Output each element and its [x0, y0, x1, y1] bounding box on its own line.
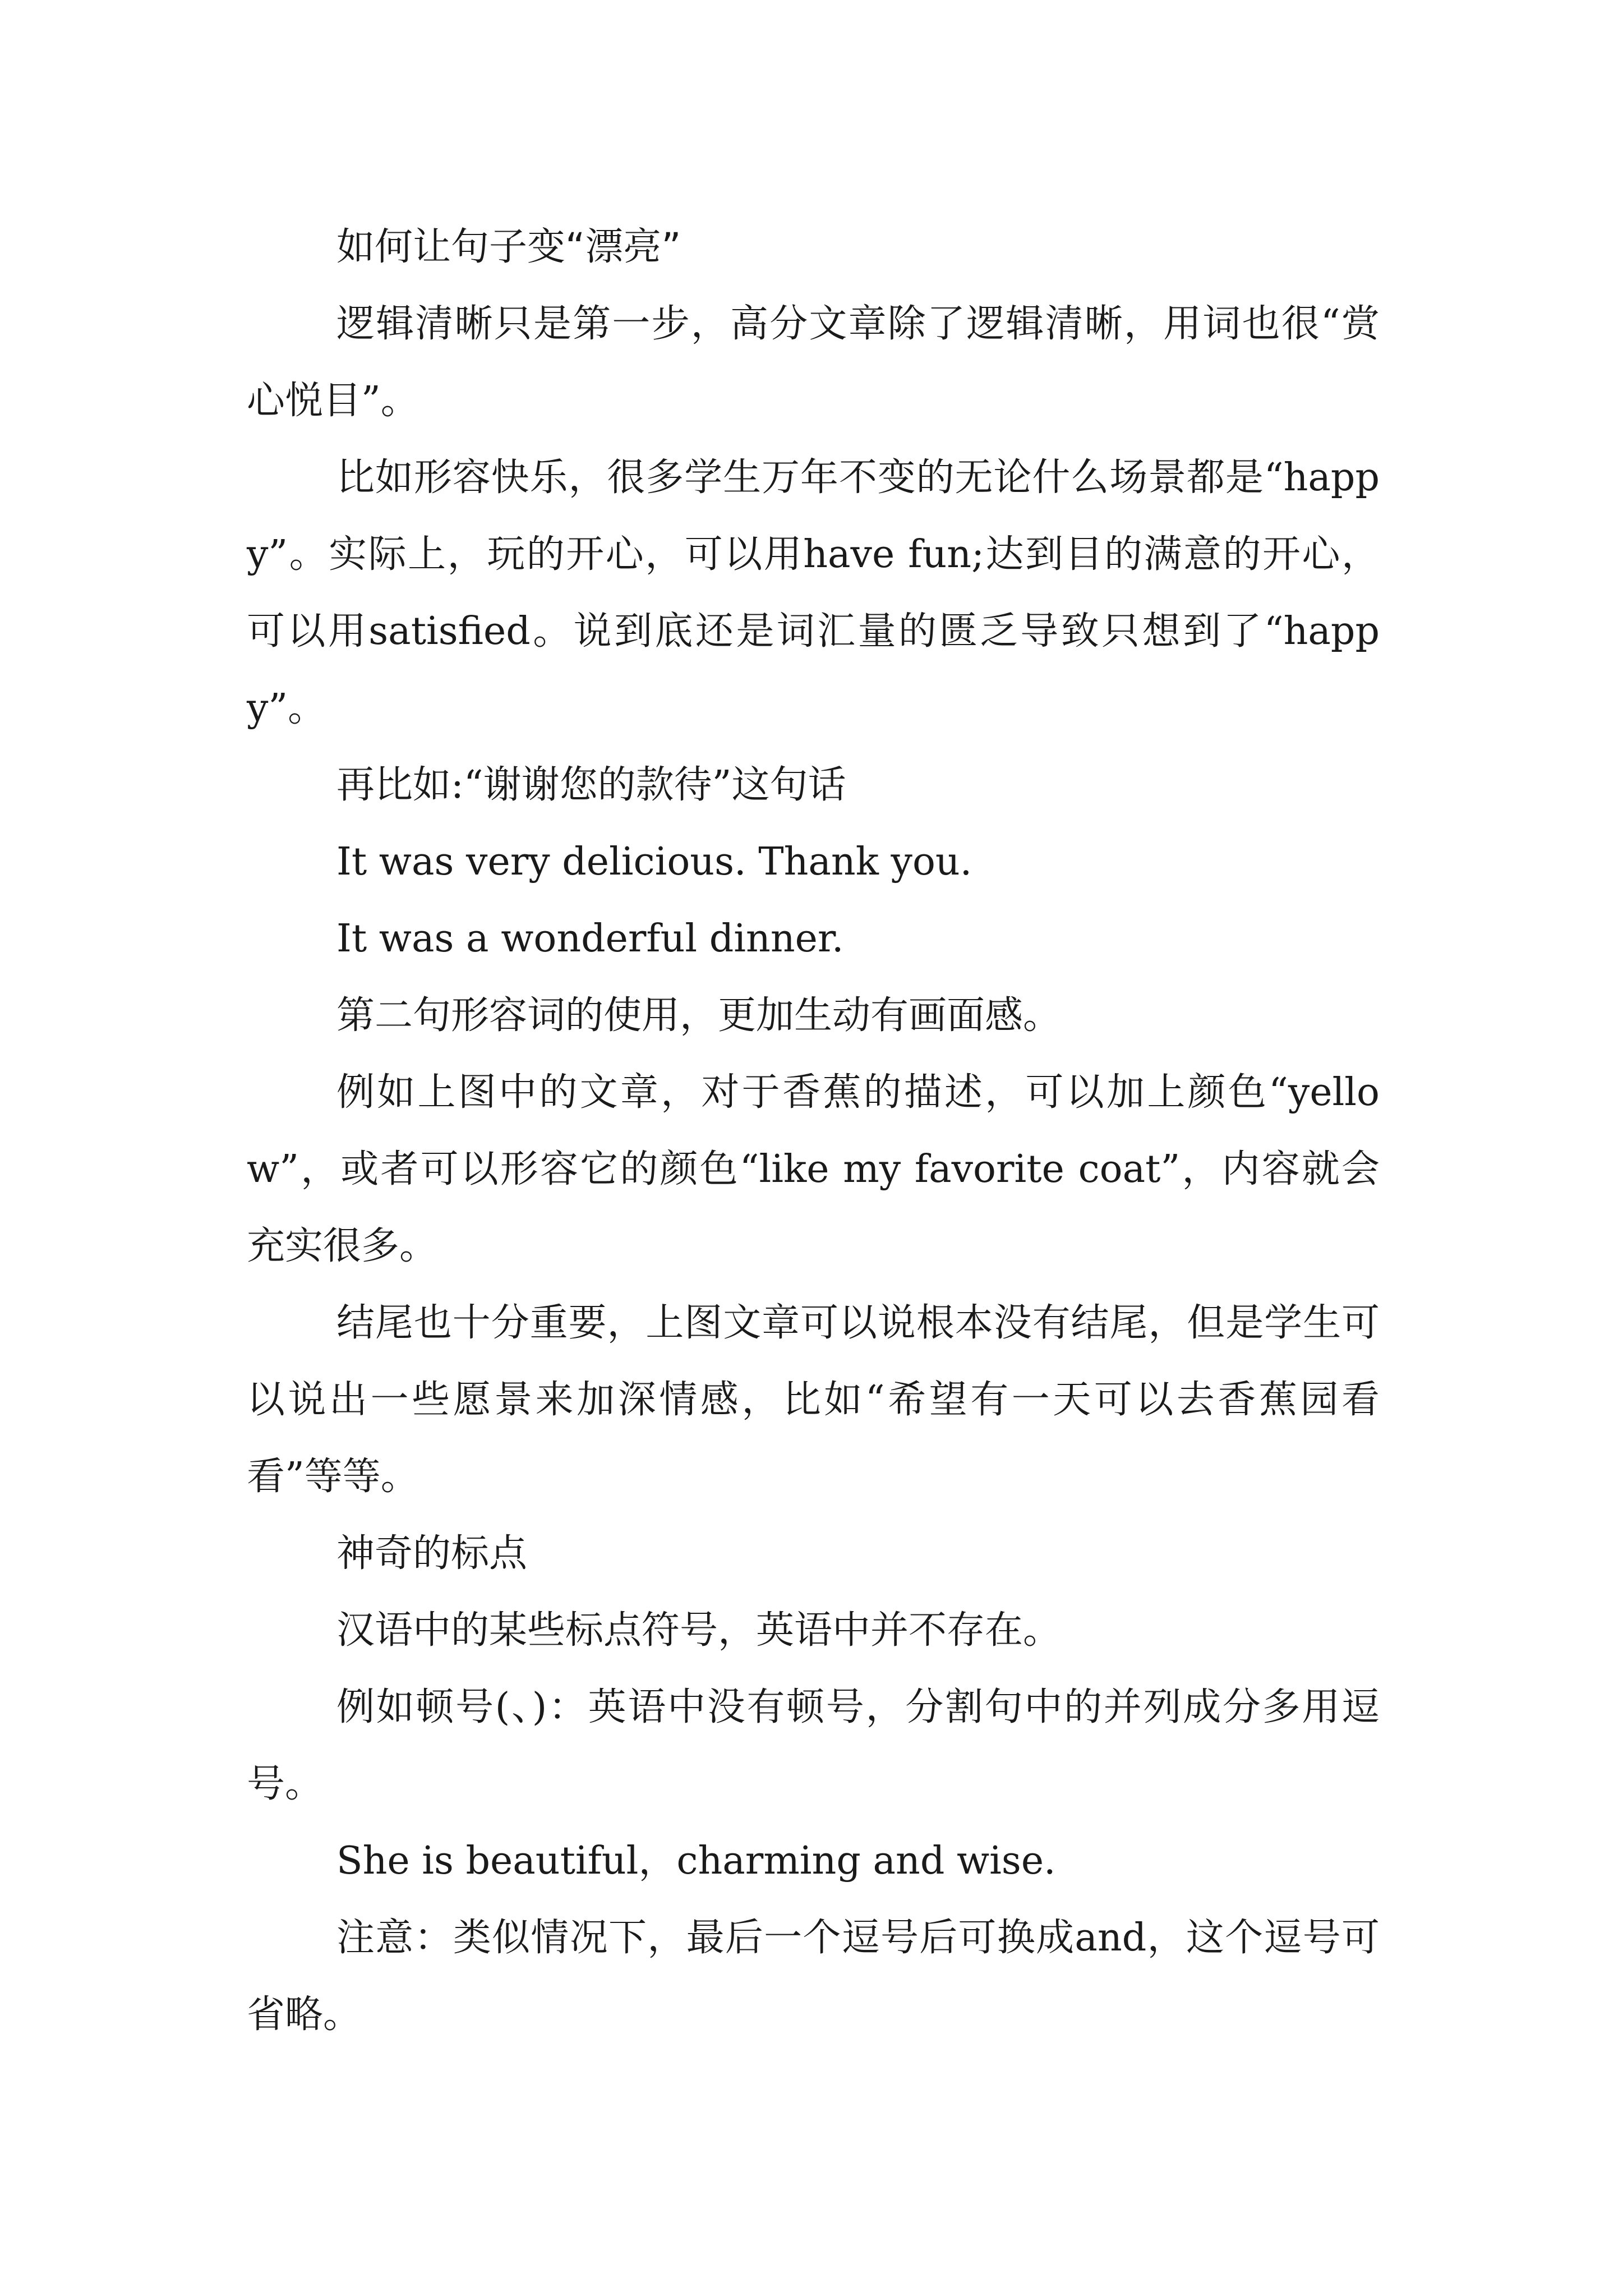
paragraph: 结尾也十分重要，上图文章可以说根本没有结尾，但是学生可以说出一些愿景来加深情感，比如“希望有一天可以去香蕉园看看”等等。 — [247, 1301, 1380, 1499]
paragraph: 比如形容快乐，很多学生万年不变的无论什么场景都是“happy”。实际上，玩的开心，可以用have fun;达到目的满意的开心，可以用satisfied。说到底还是词汇量的匮乏导致只想到了“happy”。 — [247, 455, 1380, 730]
paragraph: 注意：类似情况下，最后一个逗号后可换成and，这个逗号可省略。 — [247, 1916, 1380, 2037]
document-body — [247, 209, 1380, 2053]
section-heading-pretty-sentences: 如何让句子变“漂亮” — [336, 225, 681, 269]
paragraph: 例如顿号(、)：英语中没有顿号，分割句中的并列成分多用逗号。 — [247, 1685, 1380, 1806]
paragraph: 逻辑清晰只是第一步，高分文章除了逻辑清晰，用词也很“赏心悦目”。 — [247, 302, 1380, 423]
example-sentence: She is beautiful，charming and wise. — [336, 1839, 1056, 1883]
paragraph: 汉语中的某些标点符号，英语中并不存在。 — [336, 1608, 1062, 1653]
section-heading-punctuation: 神奇的标点 — [336, 1531, 528, 1576]
paragraph: 第二句形容词的使用，更加生动有画面感。 — [336, 993, 1062, 1038]
paragraph: 再比如:“谢谢您的款待”这句话 — [336, 763, 846, 807]
example-sentence: It was very delicious. Thank you. — [336, 840, 972, 884]
example-sentence: It was a wonderful dinner. — [336, 917, 844, 961]
paragraph: 例如上图中的文章，对于香蕉的描述，可以加上颜色“yellow”，或者可以形容它的颜色“like my favorite coat”，内容就会充实很多。 — [247, 1070, 1380, 1268]
